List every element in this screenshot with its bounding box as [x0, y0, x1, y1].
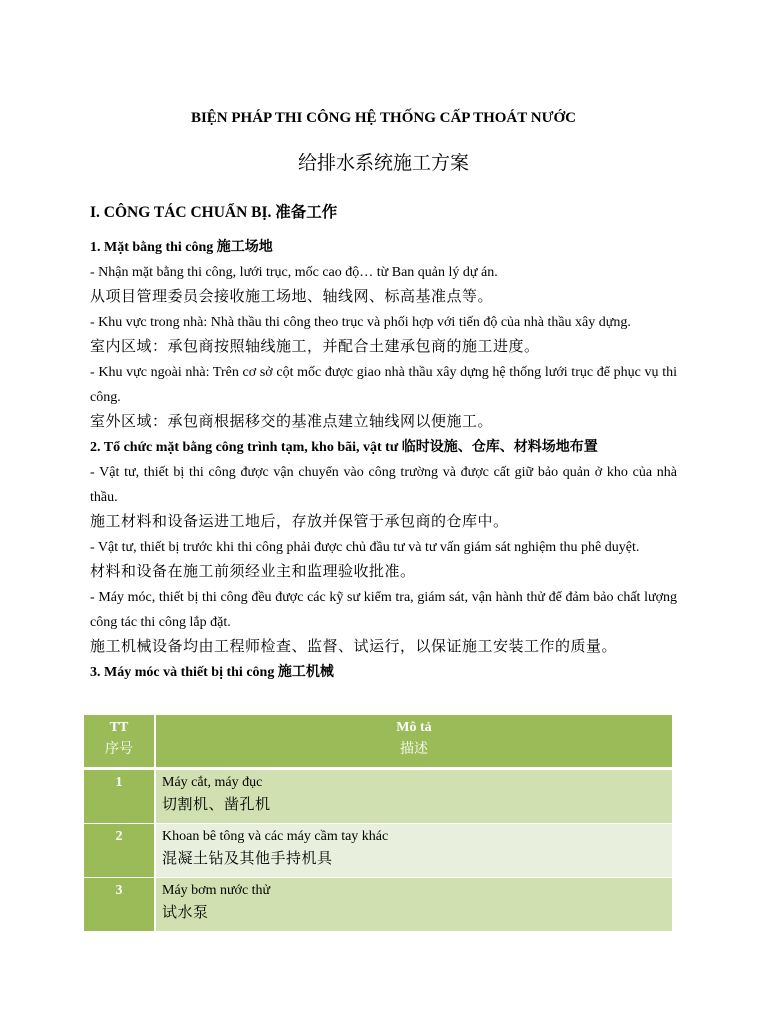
column-header-description: [156, 715, 672, 770]
paragraph-cn: 从项目管理委员会接收施工场地、轴线网、标高基准点等。: [90, 289, 494, 305]
column-header-tt-label-cn: 序号: [105, 742, 133, 757]
subheading-equipment: 3. Máy móc và thiết bị thi công 施工机械: [90, 665, 334, 680]
subheading-temporary-works: 2. Tổ chức mặt bằng công trình tạm, kho bãi, vật tư 临时设施、仓库、材料场地布置: [90, 440, 598, 455]
table-header-row: [84, 715, 672, 770]
paragraph-cn: 施工机械设备均由工程师检查、监督、试运行，以保证施工安装工作的质量。: [90, 639, 618, 655]
row-description-text-cn: 切割机、凿孔机: [162, 797, 271, 813]
column-header-tt-label: TT: [109, 720, 129, 735]
table-row: [84, 824, 672, 878]
paragraph: - Máy móc, thiết bị thi công đều được các kỹ sư kiểm tra, giám sát, vận hành thử để đảm bảo chất lượng công tác thi công lắp đặt.: [90, 590, 677, 630]
document-title-cn: 给排水系统施工方案: [297, 153, 469, 174]
row-description-text-cn: 试水泵: [162, 905, 209, 921]
row-description-text: Máy cắt, máy đục: [162, 775, 263, 790]
document-title: BIỆN PHÁP THI CÔNG HỆ THỐNG CẤP THOÁT NƯỚC: [190, 110, 577, 126]
paragraph: - Vật tư, thiết bị thi công được vận chuyển vào công trường và được cất giữ bảo quản ở kho của nhà thầu.: [90, 465, 677, 505]
paragraph-cn: 室内区域：承包商按照轴线施工，并配合土建承包商的施工进度。: [90, 339, 540, 355]
paragraph: - Khu vực ngoài nhà: Trên cơ sở cột mốc được giao nhà thầu xây dựng hệ thống lưới trục để phục vụ thi công.: [90, 365, 677, 405]
paragraph: - Nhận mặt bằng thi công, lưới trục, mốc cao độ… từ Ban quản lý dự án.: [90, 265, 498, 280]
paragraph-cn: 施工材料和设备运进工地后，存放并保管于承包商的仓库中。: [90, 514, 509, 530]
row-description: [156, 824, 672, 878]
row-number: 2: [84, 824, 156, 878]
row-description: [156, 878, 672, 932]
row-description-text: Máy bơm nước thử: [162, 883, 271, 898]
table-row: [84, 878, 672, 932]
row-description-text: Khoan bê tông và các máy cầm tay khác: [162, 829, 389, 844]
row-description-text-cn: 混凝土钻及其他手持机具: [162, 851, 333, 867]
table-row: [84, 770, 672, 824]
subheading-site: 1. Mặt bằng thi công 施工场地: [90, 240, 273, 255]
equipment-table: [84, 715, 672, 932]
paragraph: - Khu vực trong nhà: Nhà thầu thi công theo trục và phối hợp với tiến độ của nhà thầu xây dựng.: [90, 315, 631, 330]
paragraph: - Vật tư, thiết bị trước khi thi công phải được chủ đầu tư và tư vấn giám sát nghiệm thu phê duyệt.: [90, 540, 640, 555]
column-header-description-label: Mô tả: [396, 720, 432, 735]
paragraph-cn: 材料和设备在施工前须经业主和监理验收批准。: [90, 564, 416, 580]
document-body: [90, 235, 677, 685]
row-description: [156, 770, 672, 824]
row-number: 3: [84, 878, 156, 932]
section-heading: I. CÔNG TÁC CHUẨN BỊ. 准备工作: [90, 204, 338, 221]
column-header-description-label-cn: 描述: [400, 742, 428, 757]
paragraph-cn: 室外区域：承包商根据移交的基准点建立轴线网以便施工。: [90, 414, 494, 430]
column-header-tt: [84, 715, 156, 770]
row-number: 1: [84, 770, 156, 824]
